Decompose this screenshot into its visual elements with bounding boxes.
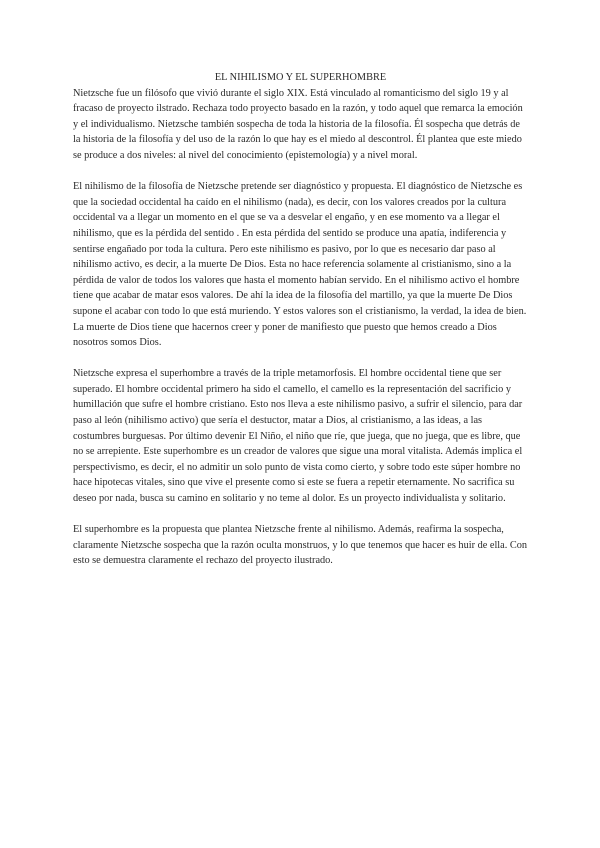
document-title: EL NIHILISMO Y EL SUPERHOMBRE <box>214 72 387 83</box>
paragraph-conclusion: El superhombre es la propuesta que plantea Nietzsche frente al nihilismo. Además, reafirma la sospecha, claramente Nietzsche sospecha que la razón oculta monstruos, y lo que tenemos que hacer es huir de ella. Con esto se demuestra claramente el rechazo del proyecto ilustrado. <box>73 524 528 567</box>
paragraph-superhombre: Nietzsche expresa el superhombre a través de la triple metamorfosis. El hombre occidental tiene que ser superado. El hombre occidental primero ha sido el camello, el camello es la representación del sacrificio y humillación que sufre el hombre cristiano. Esto nos lleva a este nihilismo pasivo, a sufrir el silencio, para dar paso al león (nihilismo activo) que sería el destuctor, matar a Dios, al cristianismo, a las ideas, a las costumbres burguesas. Por último devenir El Niño, el niño que ríe, que juega, que no juega, que es libre, que no se arrepiente. Este superhombre es un creador de valores que sigue una moral vitalista. Además implica el perspectivismo, es decir, el no admitir un solo punto de vista como cierto, y sobre todo este súper hombre no hace hipotecas vitales, sino que vive el presente como si este se fuera a repetir eternamente. No sacrifica su deseo por nada, busca su camino en solitario y no teme al dolor. Es un proyecto individualista y solitario. <box>73 368 523 505</box>
paragraph-intro: Nietzsche fue un filósofo que vivió durante el siglo XIX. Está vinculado al romanticismo del siglo 19 y al fracaso de proyecto ilstrado. Rechaza todo proyecto basado en la razón, y todo aquel que remarca la emoción y el individualismo. Nietzsche también sospecha de toda la historia de la filosofía. Él sospecha que detrás de la historia de la filosofía y del uso de la razón lo que hay es el miedo al descontrol. Él plantea que este miedo se produce a dos niveles: al nivel del conocimiento (epistemología) y a nivel moral. <box>73 87 523 161</box>
document-body <box>73 70 528 585</box>
paragraph-nihilismo: El nihilismo de la filosofía de Nietzsche pretende ser diagnóstico y propuesta. El diagnóstico de Nietzsche es que la sociedad occidental ha caído en el nihilismo (nada), es decir, con los valores creados por la cultura occidental va a llegar un momento en el que se va a desvelar el engaño, y en ese momento va a llegar el nihilismo, que es la pérdida del sentido . En esta pérdida del sentido se produce una apatía, indiferencia y sentirse engañado por toda la cultura. Pero este nihilismo es pasivo, por lo que es necesario dar paso al nihilismo activo, es decir, a la muerte De Dios. Esta no hace referencia solamente al cristianismo, sino a la pérdida de valor de todos los valores que hasta el momento habían servido. En el nihilismo activo el hombre tiene que acabar de matar esos valores. De ahí la idea de la filosofía del martillo, ya que la muerte De Dios supone el acabar con todo lo que está muriendo. Y estos valores son el cristianismo, la verdad, la idea de bien. La muerte de Dios tiene que hacernos creer y poner de manifiesto que puesto que hemos creado a Dios nosotros somos Dios. <box>73 181 527 349</box>
